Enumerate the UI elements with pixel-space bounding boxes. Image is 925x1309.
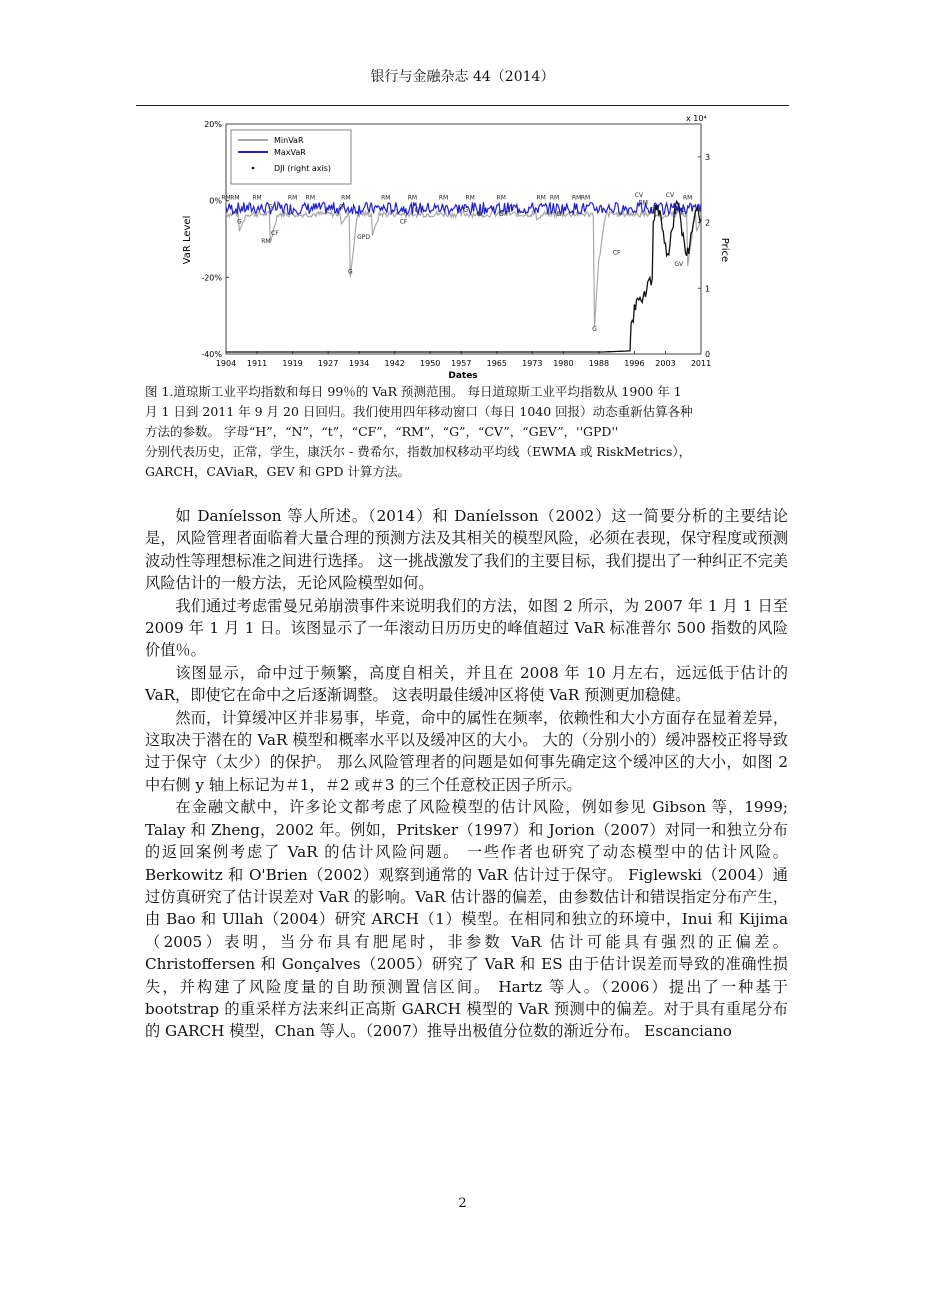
- annotation-label: RM: [638, 199, 648, 207]
- annotation-label: CV: [634, 191, 643, 199]
- paragraph: 然而，计算缓冲区并非易事，毕竟，命中的属性在频率，依赖性和大小方面存在显着差异，这取决于潜在的 VaR 模型和概率水平以及缓冲区的大小。 大的（分别小的）缓冲器校正将导致过于保守（太少）的保护。 那么风险管理者的问题是如何事先确定这个缓冲区的大小，如图 2 中右侧 y 轴上标记为＃1，＃2 或＃3 的三个任意校正因子所示。: [145, 708, 788, 794]
- annotation-label: GPD: [357, 234, 371, 241]
- x-tick-label: 1988: [588, 359, 610, 368]
- x-tick-label: 1919: [282, 359, 303, 368]
- caption-line: GARCH，CAViaR，GEV 和 GPD 计算方法。: [145, 464, 411, 479]
- x-tick-label: 1911: [246, 359, 268, 368]
- annotation-label: RM: [341, 194, 351, 202]
- caption-line: 月 1 日到 2011 年 9 月 20 日回归。我们使用四年移动窗口（每日 1040 回报）动态重新估算各种: [145, 404, 693, 419]
- annotation-label: G: [476, 211, 482, 218]
- page-number: 2: [458, 1196, 467, 1211]
- header-rule: [136, 105, 789, 106]
- annotation-label: CF: [399, 218, 408, 226]
- annotation-label: CF: [271, 230, 279, 238]
- x-tick-label: 1934: [348, 359, 370, 368]
- annotation-label: RM: [261, 237, 271, 245]
- annotation-label: G: [498, 211, 504, 218]
- x-tick-label: 1973: [522, 359, 543, 368]
- annotation-label: G: [649, 207, 655, 215]
- paragraph: 该图显示，命中过于频繁，高度自相关，并且在 2008 年 10 月左右，远远低于估计的 VaR，即使它在命中之后逐渐调整。 这表明最佳缓冲区将使 VaR 预测更加稳健。: [145, 663, 788, 705]
- legend-label-dji: DJI (right axis): [274, 164, 332, 173]
- annotation-label: RM: [252, 194, 262, 202]
- y2-tick-label: 2: [705, 218, 711, 228]
- annotation-label: G: [592, 326, 597, 333]
- x-tick-label: 1904: [215, 359, 237, 368]
- y-tick-label: -40%: [201, 350, 222, 359]
- annotation-label: RM: [496, 194, 506, 202]
- x-tick-label: 1980: [553, 359, 574, 368]
- annotation-label: G: [556, 211, 562, 218]
- annotation-label: RM: [381, 194, 391, 202]
- x-tick-label: 1927: [317, 359, 339, 368]
- annotation-label: RM: [465, 194, 475, 202]
- y-axis-label: VaR Level: [182, 215, 193, 265]
- annotation-label: RM: [438, 194, 449, 202]
- legend-label-minvar: MinVaR: [274, 136, 304, 145]
- annotation-label: RM: [287, 194, 298, 202]
- legend-label-maxvar: MaxVaR: [274, 148, 306, 157]
- y2-tick-label: 3: [705, 152, 711, 162]
- annotation-label: RM: [221, 194, 231, 202]
- annotation-label: RM: [536, 194, 546, 202]
- figure-caption: [145, 382, 785, 482]
- x-tick-label: 2011: [690, 359, 712, 368]
- exponent-label: x 10⁴: [686, 114, 707, 123]
- y-tick-label: 0%: [209, 196, 222, 206]
- x-tick-label: 1950: [420, 359, 441, 368]
- annotation-label: G: [268, 203, 273, 211]
- legend-marker-dji: [252, 167, 255, 170]
- annotation-label: CV: [665, 191, 675, 199]
- body-text: [145, 505, 788, 1043]
- annotation-label: GV: [674, 260, 684, 268]
- annotation-label: G: [339, 203, 344, 211]
- annotation-label: RM: [230, 194, 240, 202]
- annotation-label: G: [680, 207, 686, 215]
- x-tick-label: 2003: [655, 359, 676, 368]
- annotation-label: G: [463, 207, 469, 215]
- annotation-label: RM: [572, 194, 582, 202]
- annotation-label: RM: [407, 194, 418, 202]
- y-tick-label: 20%: [204, 120, 222, 129]
- caption-line: 图 1.道琼斯工业平均指数和每日 99％的 VaR 预测范围。 每日道琼斯工业平均指数从 1900 年 1: [145, 384, 682, 399]
- caption-line: 方法的参数。 字母“H”，“N”，“t”，“CF”，“RM”，“G”，“CV”，“GEV”，''GPD'': [145, 424, 619, 439]
- annotation-label: RM: [580, 194, 591, 202]
- annotation-label: RM: [683, 194, 693, 202]
- figure-1: [176, 110, 730, 381]
- annotation-label: G: [347, 268, 353, 276]
- paragraph: 如 Daníelsson 等人所述。（2014）和 Daníelsson（2002）这一简要分析的主要结论是，风险管理者面临着大量合理的预测方法及其相关的模型风险，必须在表现，保守程度或预测波动性等理想标准之间进行选择。 这一挑战激发了我们的主要目标，我们提出了一种纠正不完美风险估计的一般方法，无论风险模型如何。: [145, 507, 788, 593]
- y2-axis-label: Price: [719, 237, 730, 263]
- x-tick-label: 1942: [384, 359, 405, 368]
- y2-tick-label: 0: [705, 350, 711, 359]
- annotation-label: CF: [612, 249, 621, 257]
- annotation-label: G: [414, 207, 420, 215]
- annotation-label: CF: [506, 207, 514, 215]
- x-tick-label: 1965: [486, 359, 507, 368]
- y2-tick-label: 1: [705, 284, 711, 294]
- paragraph: 在金融文献中，许多论文都考虑了风险模型的估计风险，例如参见 Gibson 等，1999; Talay 和 Zheng，2002 年。例如，Pritsker（1997）和 Jorion（2007）对同一和独立分布的返回案例考虑了 VaR 的估计风险问题。 一些作者也研究了动态模型中的估计风险。 Berkowitz 和 O'Brien（2002）观察到通常的 VaR 估计过于保守。 Figlewski（2004）通过仿真研究了估计误差对 VaR 的影响。VaR 估计器的偏差，由参数估计和错误指定分布产生，由 Bao 和 Ullah（2004）研究 ARCH（1）模型。在相同和独立的环境中，Inui 和 Kijima（2005）表明，当分布具有肥尾时，非参数 VaR 估计可能具有强烈的正偏差。Christoffersen 和 Gonçalves（2005）研究了 VaR 和 ES 由于估计误差而导致的准确性损失，并构建了风险度量的自助预测置信区间。 Hartz 等人。（2006）提出了一种基于 bootstrap 的重采样方法来纠正高斯 GARCH 模型的 VaR 预测中的偏差。对于具有重尾分布的 GARCH 模型，Chan 等人。（2007）推导出极值分位数的渐近分布。 Escanciano: [145, 798, 788, 1041]
- paragraph: 我们通过考虑雷曼兄弟崩溃事件来说明我们的方法，如图 2 所示，为 2007 年 1 月 1 日至 2009 年 1 月 1 日。该图显示了一年滚动日历历史的峰值超过 VaR 标准普尔 500 指数的风险价值％。: [145, 596, 788, 660]
- x-tick-label: 1957: [451, 359, 472, 368]
- journal-header: 银行与金融杂志 44（2014）: [370, 69, 555, 85]
- x-axis-label: Dates: [448, 371, 478, 381]
- annotation-label: G: [236, 218, 242, 226]
- x-tick-label: 1996: [624, 359, 645, 368]
- annotation-label: RM: [549, 194, 560, 202]
- y-tick-label: -20%: [201, 273, 222, 283]
- caption-line: 分别代表历史，正常，学生，康沃尔 - 费希尔，指数加权移动平均线（EWMA 或 RiskMetrics），: [145, 444, 692, 459]
- legend: [231, 130, 351, 184]
- var-chart: [176, 110, 730, 381]
- annotation-label: RM: [305, 194, 316, 202]
